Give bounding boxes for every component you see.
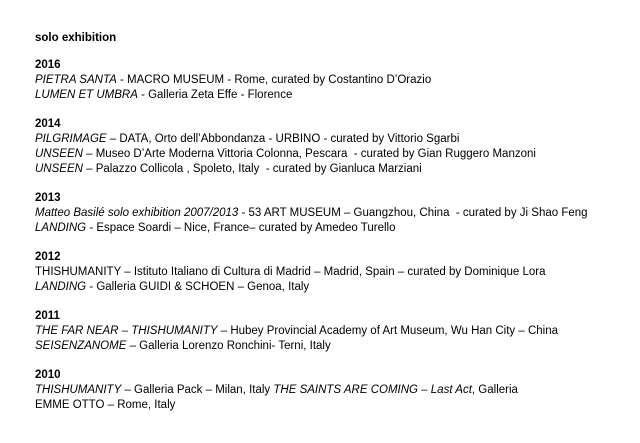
exhibition-entry bbox=[35, 324, 612, 339]
exhibition-entry bbox=[35, 221, 612, 236]
exhibition-text: EMME OTTO – Rome, Italy bbox=[35, 399, 176, 411]
year-section bbox=[35, 191, 612, 236]
exhibition-entry bbox=[35, 132, 612, 147]
year-heading: 2010 bbox=[35, 369, 61, 381]
exhibition-text: – Museo D’Arte Moderna Vittoria Colonna, Pescara - curated by Gian Ruggero Manzoni bbox=[82, 148, 536, 160]
year-heading: 2016 bbox=[35, 59, 61, 71]
exhibition-entry bbox=[35, 339, 612, 354]
exhibition-title-italic: Matteo Basilé solo exhibition 2007/2013 bbox=[35, 207, 239, 219]
page-title: solo exhibition bbox=[35, 32, 117, 44]
exhibition-title-italic: PIETRA SANTA bbox=[35, 74, 117, 86]
exhibition-title-italic: UNSEEN bbox=[35, 163, 83, 175]
exhibition-text: - Galleria Zeta Effe - Florence bbox=[137, 89, 293, 101]
exhibition-title-italic: UNSEEN bbox=[35, 148, 83, 160]
exhibition-text: , Galleria bbox=[471, 384, 518, 396]
exhibition-text: – Palazzo Collicola , Spoleto, Italy - curated by Gianluca Marziani bbox=[82, 163, 422, 175]
exhibition-entry bbox=[35, 147, 612, 162]
exhibition-entry bbox=[35, 265, 612, 280]
exhibition-text: - 53 ART MUSEUM – Guangzhou, China - curated by Ji Shao Feng bbox=[238, 207, 588, 219]
exhibition-entry bbox=[35, 88, 612, 103]
year-heading: 2013 bbox=[35, 192, 61, 204]
exhibition-list bbox=[35, 58, 612, 413]
year-section bbox=[35, 368, 612, 413]
year-heading: 2014 bbox=[35, 118, 61, 130]
exhibition-text: – DATA, Orto dell’Abbondanza - URBINO - curated by Vittorio Sgarbi bbox=[106, 133, 460, 145]
exhibition-title-italic: THISHUMANITY bbox=[35, 384, 122, 396]
year-heading: 2012 bbox=[35, 251, 61, 263]
year-section bbox=[35, 117, 612, 177]
exhibition-entry bbox=[35, 73, 612, 88]
exhibition-entry bbox=[35, 280, 612, 295]
exhibition-title-italic: LUMEN ET UMBRA bbox=[35, 89, 138, 101]
year-section bbox=[35, 250, 612, 295]
exhibition-title-italic: THE FAR NEAR – THISHUMANITY bbox=[35, 325, 218, 337]
exhibition-text: – Galleria Lorenzo Ronchini- Terni, Italy bbox=[126, 340, 331, 352]
year-section bbox=[35, 309, 612, 354]
exhibition-text: - MACRO MUSEUM - Rome, curated by Costantino D’Orazio bbox=[116, 74, 432, 86]
exhibition-text: – Hubey Provincial Academy of Art Museum, Wu Han City – China bbox=[217, 325, 558, 337]
exhibition-title-italic: LANDING bbox=[35, 222, 87, 234]
year-section bbox=[35, 58, 612, 103]
exhibition-title-italic: LANDING bbox=[35, 281, 87, 293]
exhibition-entry bbox=[35, 206, 612, 221]
exhibition-text: - Espace Soardi – Nice, France– curated by Amedeo Turello bbox=[86, 222, 396, 234]
exhibition-text: - Galleria GUIDI & SCHOEN – Genoa, Italy bbox=[86, 281, 310, 293]
exhibition-text: – Galleria Pack – Milan, Italy bbox=[121, 384, 274, 396]
exhibition-title-italic: THE SAINTS ARE COMING – Last Act bbox=[273, 384, 472, 396]
exhibition-entry bbox=[35, 383, 612, 398]
exhibition-entry bbox=[35, 398, 612, 413]
year-heading: 2011 bbox=[35, 310, 60, 322]
exhibition-text: THISHUMANITY – Istituto Italiano di Cultura di Madrid – Madrid, Spain – curated by Dominique Lora bbox=[35, 266, 546, 278]
exhibition-title-italic: SEISENZANOME bbox=[35, 340, 127, 352]
exhibition-entry bbox=[35, 162, 612, 177]
exhibition-title-italic: PILGRIMAGE bbox=[35, 133, 107, 145]
